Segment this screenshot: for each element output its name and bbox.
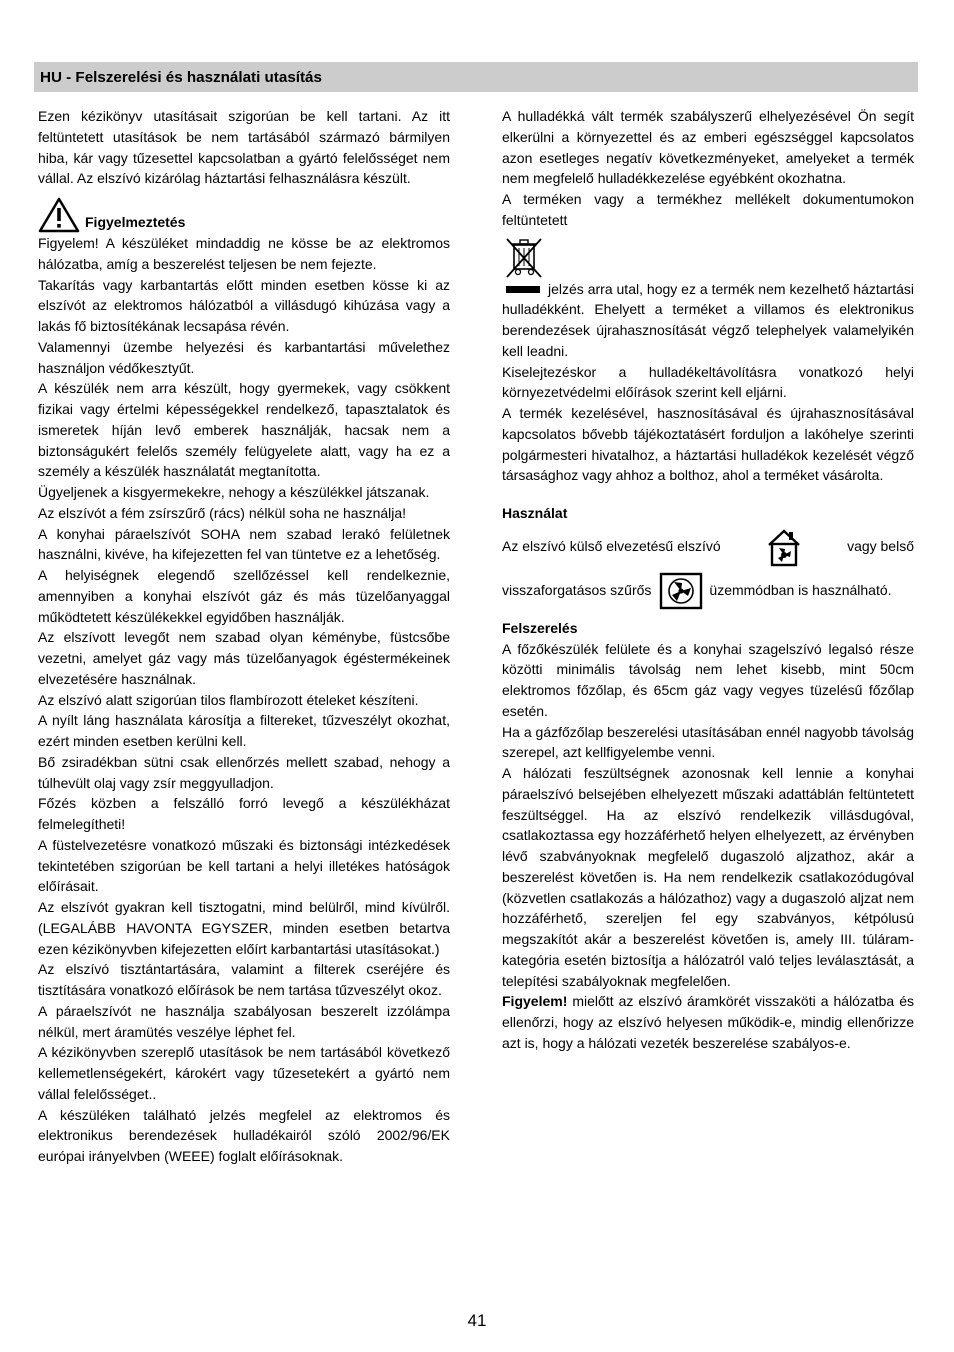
ducted-house-fan-icon — [766, 527, 802, 567]
left-paragraph: A nyílt láng használata károsítja a filtereket, tűzveszélyt okozhat, ezért minden esetben kerülni kell. — [38, 712, 450, 749]
left-paragraph: Figyelem! A készüléket mindaddig ne kösse be az elektromos hálózatba, amíg a beszerelést teljesen be nem fejezte. — [38, 235, 450, 272]
right-column — [502, 106, 914, 1054]
left-paragraph: Az elszívó tisztántartására, valamint a filterek cseréjére és tisztítására vonatkozó előírások be nem tartása tűzveszélyt okoz. — [38, 961, 450, 998]
weee-paragraph: A termék kezelésével, hasznosításával és újrahasznosításával kapcsolatos bővebb tájékoztatásért forduljon a lakóhelye szerinti polgármesteri hivatalhoz, a háztartási hulladékok kezelését végző társasághoz vagy ahhoz a bolthoz, ahol a terméket vásárolta. — [502, 405, 914, 484]
left-paragraph: Főzés közben a felszálló forró levegő a készülékházat felmelegítheti! — [38, 795, 450, 832]
weee-text: jelzés arra utal, hogy ez a termék nem kezelhető háztartási hulladékként. Ehelyett a terméket a villamos és elektronikus berendezések újrahasznosítását végző telephelyek valamelyikén kell leadni. — [502, 280, 914, 359]
left-paragraph: Az elszívót gyakran kell tisztogatni, mind belülről, mind kívülről. (LEGALÁBB HAVONTA EGYSZER, minden esetben betartva ezen kézikönyvben kifejezetten előírt karbantartási utasításokat.) — [38, 899, 450, 957]
weee-symbol — [502, 235, 914, 279]
weee-paragraph — [502, 279, 914, 362]
weee-paragraph: Kiselejtezéskor a hulladékeltávolításra vonatkozó helyi környezetvédelmi előírások szerint kell eljárni. — [502, 363, 914, 401]
usage-text-2: vagy belső — [847, 538, 914, 555]
weee-bin-icon — [502, 235, 546, 279]
usage-heading: Használat — [502, 505, 568, 521]
left-paragraph: A készülék nem arra készült, hogy gyermekek, vagy csökkent fizikai vagy értelmi képességekkel rendelkező, tapasztalatok és ismeretek híján levő emberek használják, hacsak nem a biztonságukért felelős személy felügyelete alatt, vagy ha ez a személy a készülék használatát megtanította. — [38, 380, 450, 480]
install-heading: Felszerelés — [502, 619, 578, 636]
install-paragraph: Ha a gázfőzőlap beszerelési utasításában ennél nagyobb távolság szerepel, azt kellfigyelembe venni. — [502, 723, 914, 761]
recirculation-fan-icon — [659, 572, 703, 610]
left-paragraph: Az elszívót a fém zsírszűrő (rács) nélkül soha ne használja! — [38, 504, 407, 521]
weee-paragraph: A hulladékká vált termék szabályszerű elhelyezésével Ön segít elkerülni a környezettel és az emberi egészséggel kapcsolatos azon esetleges negatív következményeket, amelyeket a termék nem megfelelő hulladékkezelése egyébként okozhatna. — [502, 108, 914, 187]
weee-paragraph: A terméken vagy a termékhez mellékelt dokumentumokon feltüntetett — [502, 191, 914, 228]
left-paragraph: A konyhai páraelszívót SOHA nem szabad lerakó felületnek használni, kivéve, ha kifejezetten fel van tüntetve ez a lehetőség. — [38, 525, 450, 563]
left-paragraph: Takarítás vagy karbantartás előtt minden esetben kösse ki az elszívót az elektromos hálózatból a villásdugó kihúzása vagy a lakás fő biztosítékának lecsapása révén. — [38, 276, 450, 334]
usage-text-3: visszaforgatásos szűrős — [502, 582, 652, 599]
install-paragraph: A főzőkészülék felülete és a konyhai szagelszívó legalsó része közötti minimális távolság nem lehet kisebb, mint 50cm elektromos főzőlap, és 65cm gáz vagy vegyes tüzelésű főzőlap esetén. — [502, 640, 914, 719]
usage-line-2 — [502, 570, 914, 612]
left-paragraph: A kézikönyvben szereplő utasítások be nem tartásából következő kellemetlenségekért, károkért vagy tűzesetekért a gyártó nem vállal felelősséget.. — [38, 1044, 450, 1102]
usage-line-1 — [502, 524, 914, 570]
left-paragraph: A páraelszívót ne használja szabályosan beszerelt izzólámpa nélkül, mert áramütés veszélye léphet fel. — [38, 1002, 450, 1040]
left-paragraph: Valamennyi üzembe helyezési és karbantartási művelethez használjon védőkesztyűt. — [38, 338, 450, 376]
weee-bar-icon — [506, 286, 540, 293]
usage-text-1: Az elszívó külső elvezetésű elszívó — [502, 538, 721, 555]
intro-paragraph: Ezen kézikönyv utasításait szigorúan be kell tartani. Az itt feltüntetett utasítások be nem tartásából származó bármilyen hiba, kár vagy tűzesettel kapcsolatban a gyártó felelősséget nem vállal. Az elszívó kizárólag háztartási felhasználásra készült. — [38, 108, 450, 187]
left-paragraph: A helyiségnek elegendő szellőzéssel kell rendelkeznie, amennyiben a konyhai elszívót gáz és más tüzelőanyaggal működtetett készülékekkel egyidőben használják. — [38, 567, 450, 625]
usage-text-4: üzemmódban is használható. — [709, 582, 892, 599]
warning-heading-row — [38, 193, 450, 233]
left-paragraph: Az elszívó alatt szigorúan tilos flambírozott ételeket készíteni. — [38, 691, 419, 708]
left-paragraph: Bő zsiradékban sütni csak ellenőrzés mellett szabad, nehogy a túlhevült olaj vagy zsír meggyulladjon. — [38, 753, 450, 791]
warning-triangle-icon — [38, 197, 80, 233]
final-warning-text: mielőtt az elszívó áramkörét visszaköti a hálózatba és ellenőrzi, hogy az elszívó helyesen működik-e, mindig ellenőrizze azt is, hogy a hálózati vezeték beszerelése szabályos-e. — [502, 993, 915, 1051]
section-header-bar — [34, 62, 918, 92]
left-paragraph: Az elszívott levegőt nem szabad olyan kéménybe, füstcsőbe vezetni, amelyet gáz vagy más tüzelőanyagok égéstermékeinek elvezetésére használnak. — [38, 629, 450, 687]
final-warning-paragraph — [502, 991, 914, 1053]
install-paragraph: A hálózati feszültségnek azonosnak kell lennie a konyhai páraelszívó belsejében elhelyezett műszaki adattáblán feltüntetett feszültséggel. Ha az elszívó rendelkezik villásdugóval, csatlakoztassa egy hozzáférhető helyen elhelyezett, az érvényben lévő szabványoknak megfelelő dugaszoló aljzathoz, akár a beszerelést követően is. Ha nem rendelkezik csatlakozódugóval (közvetlen csatlakozás a hálózathoz) vagy a dugaszoló aljzat nem hozzáférhető, szereljen fel egy szabványos, kétpólusú megszakítót akár a beszerelést követően is, amely III. túláram-kategória esetén biztosítja a hálózatról való teljes leválasztását, a telepítési szabályoknak megfelelően. — [502, 765, 914, 989]
left-paragraph: Ügyeljenek a kisgyermekekre, nehogy a készülékkel játszanak. — [38, 484, 430, 500]
left-paragraph: A készüléken található jelzés megfelel az elektromos és elektronikus berendezések hulladékairól szóló 2002/96/EK európai irányelvben (WEEE) foglalt előírásoknak. — [38, 1106, 450, 1164]
final-warning-label: Figyelem! — [502, 993, 568, 1010]
page-number: 41 — [467, 1311, 487, 1330]
spacer — [502, 486, 914, 503]
left-paragraph: A füstelvezetésre vonatkozó műszaki és biztonsági intézkedések tekintetében szigorúan be kell tartani a helyi illetékes hatóságok előírásait. — [38, 836, 450, 895]
warning-heading: Figyelmeztetés — [85, 214, 186, 231]
section-title: HU - Felszerelési és használati utasítás — [40, 69, 322, 86]
left-column — [38, 106, 450, 1167]
